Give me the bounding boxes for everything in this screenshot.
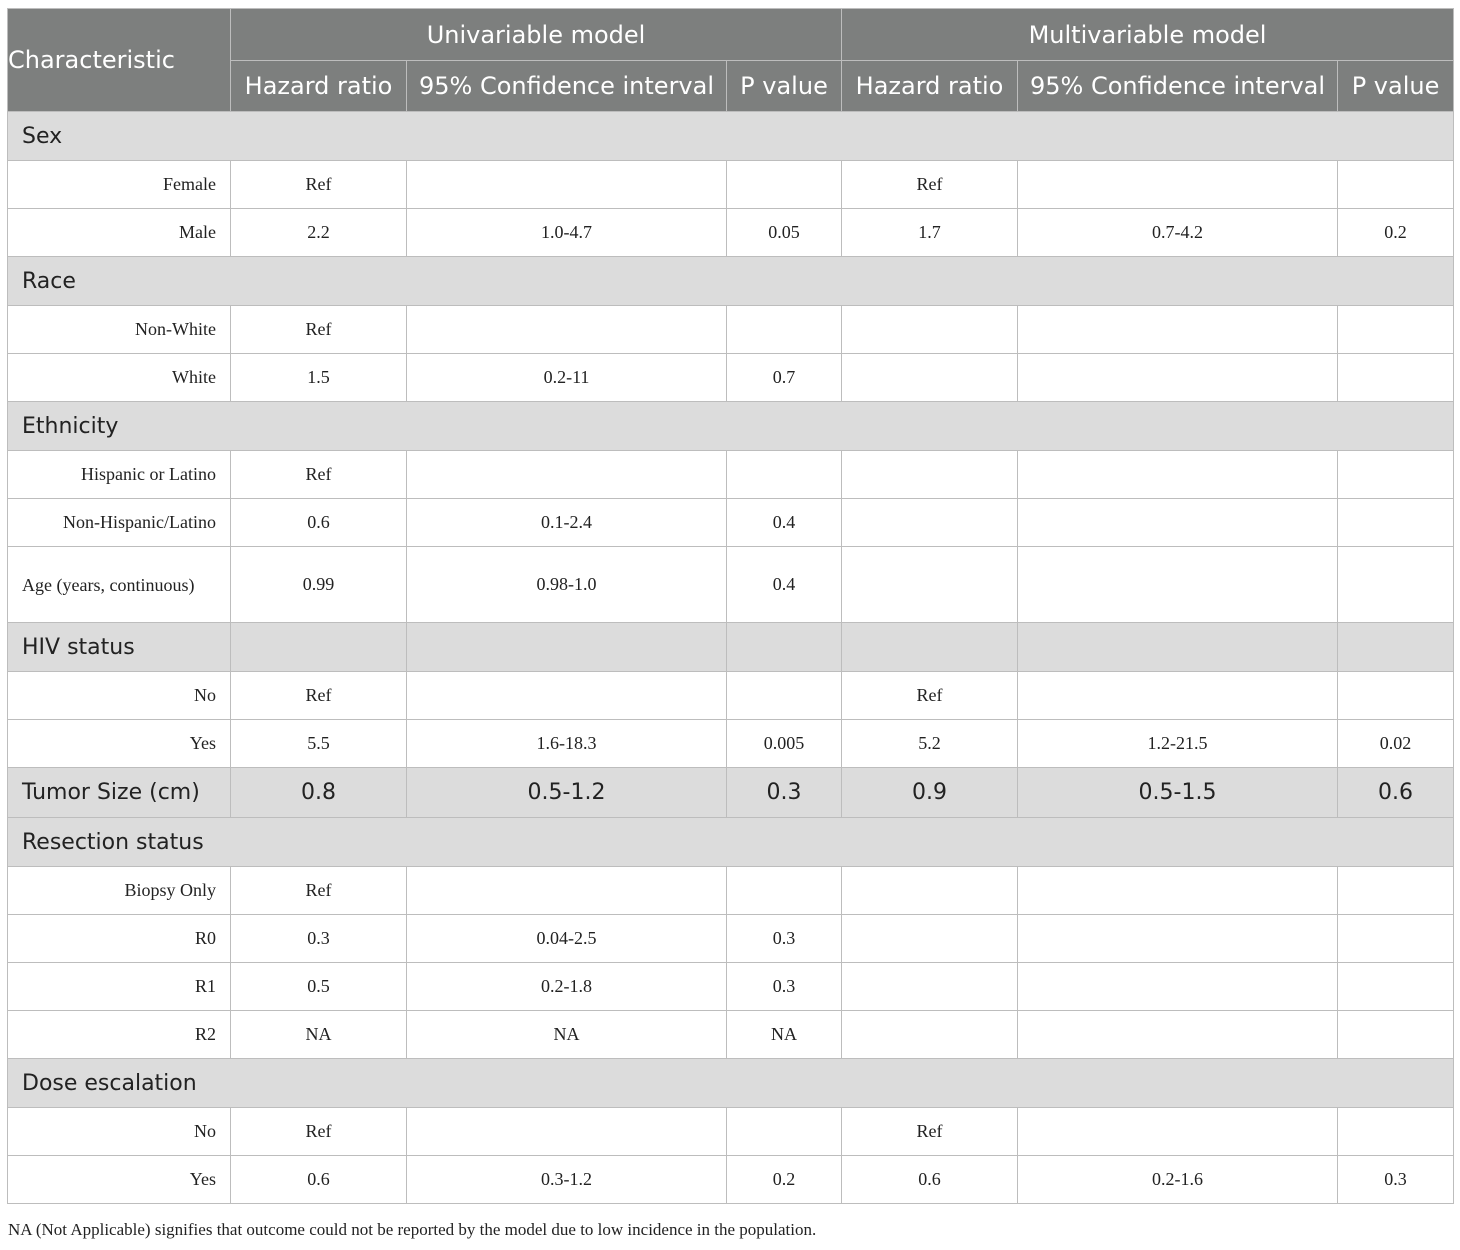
multivariable-hazard-ratio-cell	[842, 547, 1018, 623]
univariable-p-value-cell: NA	[727, 1011, 842, 1059]
multivariable-ci-cell: 1.2-21.5	[1018, 720, 1338, 768]
univariable-ci-cell: 0.98-1.0	[407, 547, 727, 623]
section-row-tumor-size	[8, 768, 1454, 818]
multivariable-hazard-ratio-cell: Ref	[842, 161, 1018, 209]
multivariable-p-value-cell: 0.3	[1338, 1156, 1454, 1204]
row-label: Non-White	[8, 306, 231, 354]
table-row	[8, 915, 1454, 963]
univariable-ci-cell: 1.6-18.3	[407, 720, 727, 768]
univariable-hazard-ratio-cell: Ref	[231, 306, 407, 354]
univariable-p-value-cell	[727, 867, 842, 915]
row-label: Biopsy Only	[8, 867, 231, 915]
multivariable-hazard-ratio-cell	[842, 451, 1018, 499]
univariable-hazard-ratio-cell: 5.5	[231, 720, 407, 768]
multivariable-hazard-ratio-cell	[842, 306, 1018, 354]
table-row	[8, 672, 1454, 720]
univariable-hazard-ratio-cell: 2.2	[231, 209, 407, 257]
row-label: R0	[8, 915, 231, 963]
multivariable-p-value-cell	[1338, 161, 1454, 209]
multivariable-p-value-cell	[1338, 354, 1454, 402]
table-row	[8, 963, 1454, 1011]
univariable-ci-cell: 0.2-11	[407, 354, 727, 402]
table-row	[8, 306, 1454, 354]
univariable-ci-cell: 0.04-2.5	[407, 915, 727, 963]
multivariable-p-value-cell	[1338, 306, 1454, 354]
univariable-ci-cell	[407, 672, 727, 720]
multivariable-ci-cell	[1018, 1011, 1338, 1059]
table-row	[8, 867, 1454, 915]
univariable-hazard-ratio-cell: 0.8	[231, 768, 407, 818]
table-row	[8, 720, 1454, 768]
multivariable-ci-cell	[1018, 161, 1338, 209]
univariable-p-value-cell: 0.3	[727, 768, 842, 818]
table-row	[8, 1156, 1454, 1204]
table-row	[8, 354, 1454, 402]
multivariable-ci-cell	[1018, 306, 1338, 354]
univariable-ci-cell	[407, 867, 727, 915]
multivariable-ci-cell	[1018, 915, 1338, 963]
multivariable-hazard-ratio-cell: 1.7	[842, 209, 1018, 257]
univariable-ci-cell: 0.5-1.2	[407, 768, 727, 818]
univariable-ci-cell: 0.1-2.4	[407, 499, 727, 547]
univariable-p-value-cell: 0.3	[727, 963, 842, 1011]
univariable-ci-cell: 0.2-1.8	[407, 963, 727, 1011]
univariable-hazard-ratio-cell: 1.5	[231, 354, 407, 402]
row-label: No	[8, 672, 231, 720]
multivariable-p-value-cell	[1338, 867, 1454, 915]
section-label: Sex	[8, 112, 1454, 161]
multivariable-p-value-header: P value	[1338, 61, 1454, 112]
multivariable-p-value-cell: 0.02	[1338, 720, 1454, 768]
univariable-hazard-ratio-cell: Ref	[231, 451, 407, 499]
row-label: Age (years, continuous)	[8, 547, 231, 623]
multivariable-hazard-ratio-header: Hazard ratio	[842, 61, 1018, 112]
univariable-ci-cell: 1.0-4.7	[407, 209, 727, 257]
univariable-hazard-ratio-cell: Ref	[231, 1108, 407, 1156]
row-label: R2	[8, 1011, 231, 1059]
section-label: Race	[8, 257, 1454, 306]
univariable-p-value-cell	[727, 161, 842, 209]
multivariable-hazard-ratio-cell: Ref	[842, 672, 1018, 720]
multivariable-p-value-cell: 0.6	[1338, 768, 1454, 818]
section-row-dose-escalation	[8, 1059, 1454, 1108]
multivariable-hazard-ratio-cell	[842, 354, 1018, 402]
section-row-hiv-status	[8, 623, 1454, 672]
univariable-ci-cell	[407, 451, 727, 499]
empty-cell	[1338, 623, 1454, 672]
multivariable-p-value-cell	[1338, 963, 1454, 1011]
univariable-hazard-ratio-cell: 0.6	[231, 499, 407, 547]
table-header	[8, 9, 1454, 112]
row-label: White	[8, 354, 231, 402]
multivariable-p-value-cell: 0.2	[1338, 209, 1454, 257]
multivariable-ci-cell	[1018, 499, 1338, 547]
multivariable-ci-cell	[1018, 963, 1338, 1011]
multivariable-hazard-ratio-cell: 0.6	[842, 1156, 1018, 1204]
multivariable-hazard-ratio-cell	[842, 499, 1018, 547]
row-label: Non-Hispanic/Latino	[8, 499, 231, 547]
section-label: Tumor Size (cm)	[8, 768, 231, 818]
table-row	[8, 451, 1454, 499]
empty-cell	[1018, 623, 1338, 672]
table-row	[8, 1011, 1454, 1059]
row-label: Female	[8, 161, 231, 209]
multivariable-header: Multivariable model	[842, 9, 1454, 61]
hazard-ratio-table	[7, 8, 1454, 1204]
table-row	[8, 547, 1454, 623]
table-row	[8, 209, 1454, 257]
multivariable-p-value-cell	[1338, 915, 1454, 963]
multivariable-ci-cell: 0.7-4.2	[1018, 209, 1338, 257]
characteristic-header: Characteristic	[8, 9, 231, 112]
table-row	[8, 161, 1454, 209]
row-label: No	[8, 1108, 231, 1156]
univariable-hazard-ratio-header: Hazard ratio	[231, 61, 407, 112]
section-label: Dose escalation	[8, 1059, 1454, 1108]
multivariable-p-value-cell	[1338, 451, 1454, 499]
table-body	[8, 112, 1454, 1204]
univariable-p-value-cell: 0.05	[727, 209, 842, 257]
multivariable-ci-cell: 0.2-1.6	[1018, 1156, 1338, 1204]
univariable-p-value-cell: 0.4	[727, 547, 842, 623]
multivariable-p-value-cell	[1338, 499, 1454, 547]
univariable-ci-header: 95% Confidence interval	[407, 61, 727, 112]
multivariable-hazard-ratio-cell: 0.9	[842, 768, 1018, 818]
row-label: R1	[8, 963, 231, 1011]
univariable-hazard-ratio-cell: 0.5	[231, 963, 407, 1011]
univariable-hazard-ratio-cell: Ref	[231, 672, 407, 720]
univariable-p-value-cell: 0.7	[727, 354, 842, 402]
multivariable-ci-cell	[1018, 547, 1338, 623]
empty-cell	[407, 623, 727, 672]
univariable-hazard-ratio-cell: NA	[231, 1011, 407, 1059]
multivariable-p-value-cell	[1338, 547, 1454, 623]
univariable-hazard-ratio-cell: 0.6	[231, 1156, 407, 1204]
univariable-header: Univariable model	[231, 9, 842, 61]
section-row-sex	[8, 112, 1454, 161]
univariable-p-value-cell	[727, 672, 842, 720]
multivariable-p-value-cell	[1338, 1108, 1454, 1156]
section-row-race	[8, 257, 1454, 306]
section-label: HIV status	[8, 623, 231, 672]
univariable-hazard-ratio-cell: 0.3	[231, 915, 407, 963]
table-footnote: NA (Not Applicable) signifies that outcome could not be reported by the model due to low incidence in the population.	[8, 1220, 817, 1239]
univariable-hazard-ratio-cell: Ref	[231, 867, 407, 915]
multivariable-hazard-ratio-cell	[842, 915, 1018, 963]
multivariable-ci-header: 95% Confidence interval	[1018, 61, 1338, 112]
univariable-p-value-cell: 0.3	[727, 915, 842, 963]
univariable-p-value-cell: 0.2	[727, 1156, 842, 1204]
empty-cell	[727, 623, 842, 672]
empty-cell	[231, 623, 407, 672]
univariable-p-value-cell	[727, 451, 842, 499]
univariable-p-value-cell	[727, 1108, 842, 1156]
multivariable-ci-cell: 0.5-1.5	[1018, 768, 1338, 818]
univariable-ci-cell: 0.3-1.2	[407, 1156, 727, 1204]
multivariable-hazard-ratio-cell	[842, 1011, 1018, 1059]
multivariable-ci-cell	[1018, 672, 1338, 720]
multivariable-p-value-cell	[1338, 1011, 1454, 1059]
multivariable-ci-cell	[1018, 354, 1338, 402]
row-label: Yes	[8, 720, 231, 768]
table-row	[8, 499, 1454, 547]
multivariable-p-value-cell	[1338, 672, 1454, 720]
row-label: Hispanic or Latino	[8, 451, 231, 499]
multivariable-hazard-ratio-cell	[842, 963, 1018, 1011]
univariable-hazard-ratio-cell: Ref	[231, 161, 407, 209]
univariable-p-value-header: P value	[727, 61, 842, 112]
univariable-hazard-ratio-cell: 0.99	[231, 547, 407, 623]
section-row-resection-status	[8, 818, 1454, 867]
multivariable-ci-cell	[1018, 1108, 1338, 1156]
multivariable-ci-cell	[1018, 867, 1338, 915]
univariable-p-value-cell: 0.005	[727, 720, 842, 768]
multivariable-ci-cell	[1018, 451, 1338, 499]
univariable-p-value-cell: 0.4	[727, 499, 842, 547]
univariable-ci-cell	[407, 161, 727, 209]
multivariable-hazard-ratio-cell	[842, 867, 1018, 915]
row-label: Male	[8, 209, 231, 257]
empty-cell	[842, 623, 1018, 672]
univariable-ci-cell	[407, 1108, 727, 1156]
univariable-ci-cell	[407, 306, 727, 354]
row-label: Yes	[8, 1156, 231, 1204]
univariable-p-value-cell	[727, 306, 842, 354]
multivariable-hazard-ratio-cell: Ref	[842, 1108, 1018, 1156]
section-label: Ethnicity	[8, 402, 1454, 451]
section-row-ethnicity	[8, 402, 1454, 451]
table-row	[8, 1108, 1454, 1156]
univariable-ci-cell: NA	[407, 1011, 727, 1059]
multivariable-hazard-ratio-cell: 5.2	[842, 720, 1018, 768]
section-label: Resection status	[8, 818, 1454, 867]
